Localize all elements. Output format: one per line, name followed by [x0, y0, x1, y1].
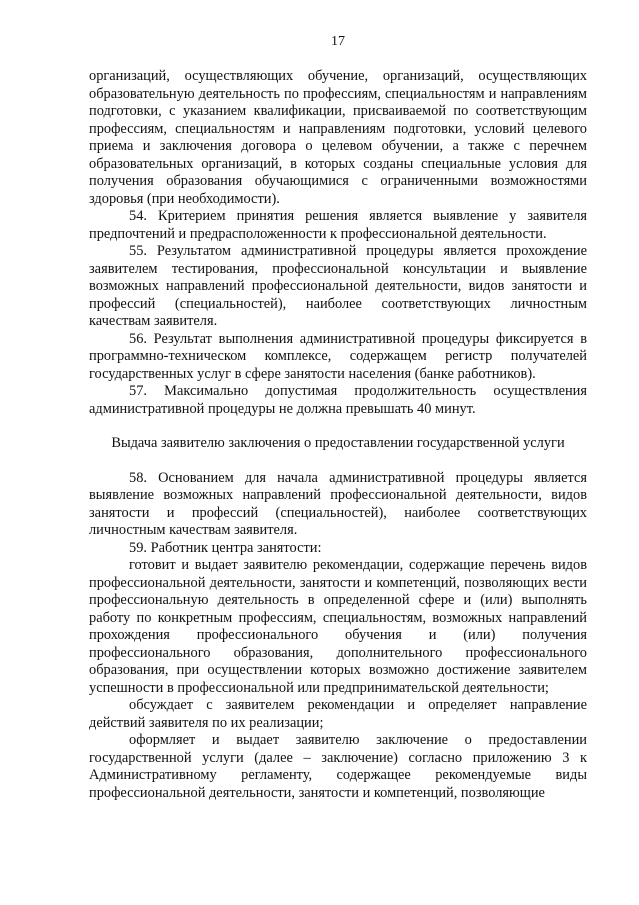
paragraph-57: 57. Максимально допустимая продолжительность осуществления административной процедуры не должна превышать 40 минут.: [89, 383, 587, 417]
section-heading: Выдача заявителю заключения о предоставлении государственной услуги: [111, 435, 565, 451]
document-page: [89, 34, 587, 802]
paragraph-54: 54. Критерием принятия решения является выявление у заявителя предпочтений и предрасположенности к профессиональной деятельности.: [89, 208, 587, 242]
list-item-discussion: обсуждает с заявителем рекомендации и определяет направление действий заявителя по их реализации;: [89, 697, 587, 731]
paragraph-55: 55. Результатом административной процедуры является прохождение заявителем тестирования, профессиональной консультации и выявление возможных направлений профессиональной деятельности, видов занятости и профессий (специальностей), наиболее соответствующих личностным качествам заявителя.: [89, 243, 587, 329]
paragraph-59: 59. Работник центра занятости:: [129, 539, 322, 556]
list-item-recommendations: готовит и выдает заявителю рекомендации, содержащие перечень видов профессиональной деятельности, занятости и компетенций, позволяющих вести профессиональную деятельность в определенной сфере и (или) выполнять работу по конкретным профессиям, специальностям, возможных направлений прохождения профессионального обучения и (или) получения профессионального образования, дополнительного профессионального образования, при осуществлении которых возможно достижение заявителем успешности в профессиональной или предпринимательской деятельности;: [89, 557, 587, 696]
paragraph-58: 58. Основанием для начала административной процедуры является выявление возможных направлений профессиональной деятельности, видов занятости и профессий (специальностей), наиболее соответствующих личностным качествам заявителя.: [89, 469, 587, 538]
paragraph-56: 56. Результат выполнения административной процедуры фиксируется в программно-техническом комплексе, содержащем регистр получателей государственных услуг в сфере занятости населения (банке работников).: [89, 330, 587, 382]
page-number: 17: [331, 34, 345, 49]
list-item-conclusion: оформляет и выдает заявителю заключение о предоставлении государственной услуги (далее – заключение) согласно приложению 3 к Административному регламенту, содержащее рекомендуемые виды профессиональной деятельности, занятости и компетенций, позволяющие: [89, 732, 587, 801]
paragraph-continuation: организаций, осуществляющих обучение, организаций, осуществляющих образовательную деятельность по профессиям, специальностям и направлениям подготовки, с указанием квалификации, присваиваемой по соответствующим профессиям, специальностям и направлениям подготовки, условий целевого приема и заключения договора о целевом обучении, а также с перечнем образовательных организаций, в которых созданы специальные условия для получения образования обучающимися с ограниченными возможностями здоровья (при необходимости).: [89, 68, 587, 207]
